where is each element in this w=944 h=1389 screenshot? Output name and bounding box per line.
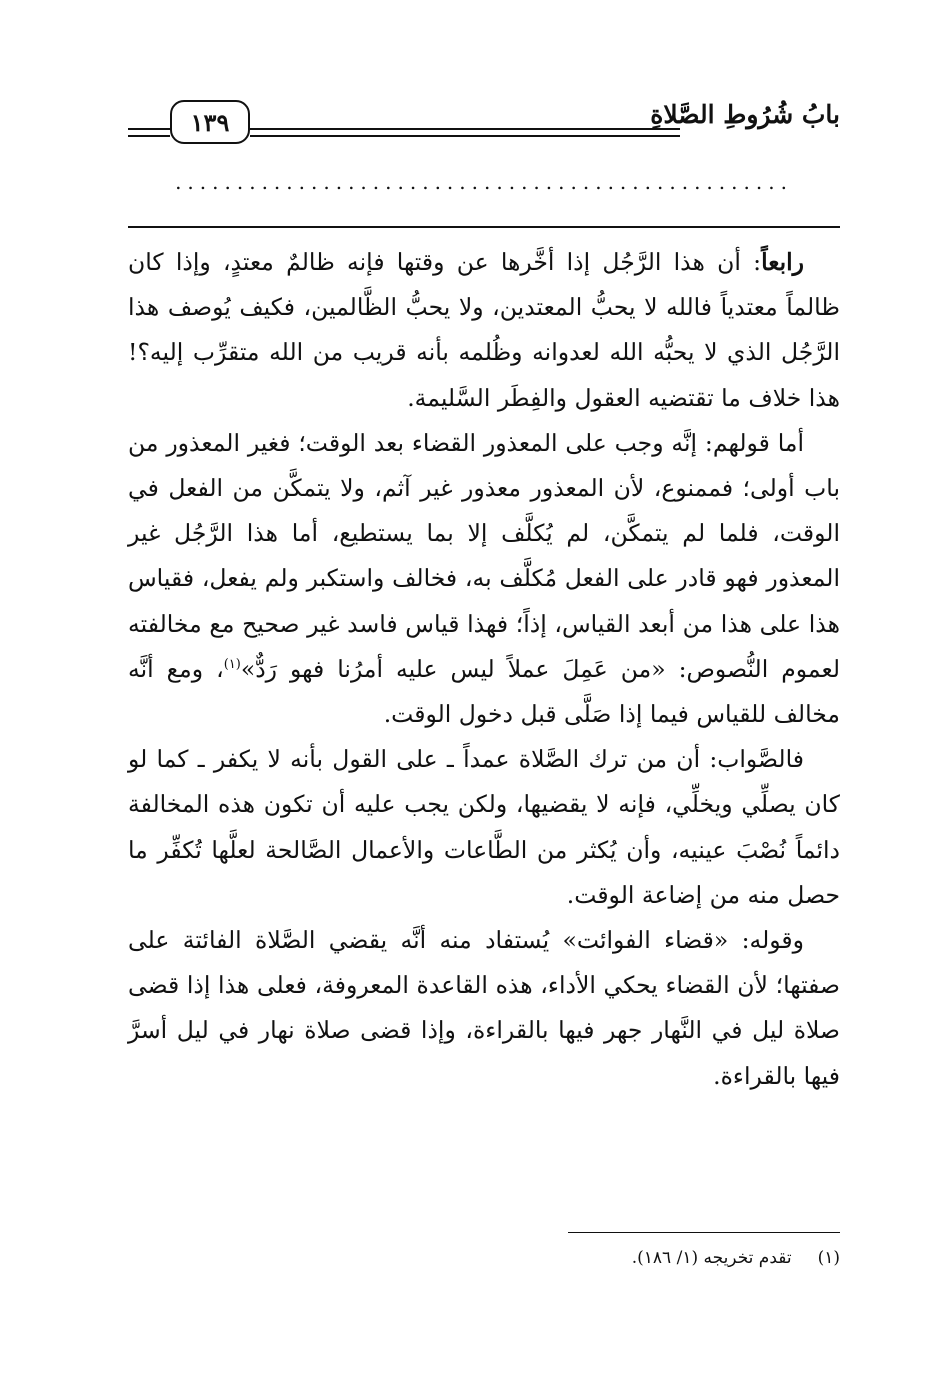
footnote-rule xyxy=(568,1232,840,1233)
paragraph-1 xyxy=(128,240,840,421)
header-rule-left-upper xyxy=(128,128,170,130)
footnote-text: تقدم تخريجه (١/ ١٨٦). xyxy=(631,1248,792,1268)
header-rule-right-lower xyxy=(250,135,680,137)
paragraph-2 xyxy=(128,421,840,737)
paragraph-text: أما قولهم: إنَّه وجب على المعذور القضاء بعد الوقت؛ فغير المعذور من باب أولى؛ فممنوع، لأن المعذور معذور غير آثم، ولا يتمكَّن من الفعل في الوقت، فلما لم يتمكَّن، لم يُكلَّف إلا بما يستطيع، أما هذا الرَّجُل غير المعذور فهو قادر على الفعل مُكلَّف به، فخالف واستكبر ولم يفعل، فقياس هذا على هذا من أبعد القياس، إذاً؛ فهذا قياس فاسد غير صحيح مع مخالفته لعموم النُّصوص: «من عَمِلَ عملاً ليس عليه أمرُنا فهو رَدٌّ» xyxy=(128,428,841,683)
main-text xyxy=(128,240,840,1099)
paragraph-tail: ، ومع أنَّه مخالف للقياس فيما إذا صَلَّى قبل دخول الوقت. xyxy=(128,654,840,729)
paragraph-text: وقوله: «قضاء الفوائت» يُستفاد منه أنَّه يقضي الصَّلاة الفائتة على صفتها؛ لأن القضاء يحكي الأداء، هذه القاعدة المعروفة، فعلى هذا إذا قضى صلاة ليل في النَّهار جهر فيها بالقراءة، وإذا قضى صلاة نهار في ليل أسرَّ فيها بالقراءة. xyxy=(128,926,840,1090)
paragraph-4 xyxy=(128,918,840,1099)
page-number: ١٣٩ xyxy=(170,100,250,144)
paragraph-lead: رابعاً xyxy=(761,248,804,276)
paragraph-3 xyxy=(128,737,840,918)
paragraph-text: : أن هذا الرَّجُل إذا أخَّرها عن وقتها فإنه ظالمٌ معتدٍ، وإذا كان ظالماً معتدياً فالله لا يحبُّ المعتدين، ولا يحبُّ الظَّالمين، فكيف يُوصف هذا الرَّجُل الذي لا يحبُّه الله لعدوانه وظُلمه بأنه قريب من الله متقرِّب إليه؟! هذا خلاف ما تقتضيه العقول والفِطَر السَّليمة. xyxy=(128,248,840,412)
footnote xyxy=(240,1244,840,1272)
footnote-number: (١) xyxy=(817,1248,840,1268)
header-rule-left-lower xyxy=(128,135,170,137)
page-header xyxy=(128,98,840,148)
paragraph-text: فالصَّواب: أن من ترك الصَّلاة عمداً ـ على القول بأنه لا يكفر ـ كما لو كان يصلِّي ويخلِّي، فإنه لا يقضيها، ولكن يجب عليه أن تكون هذه المخالفة دائماً نُصْبَ عينيه، وأن يُكثر من الطَّاعات والأعمال الصَّالحة لعلَّها تُكفِّر ما حصل منه من إضاعة الوقت. xyxy=(128,745,840,909)
header-rule-right-upper xyxy=(250,128,680,130)
dotted-separator: .................................................. xyxy=(175,170,793,194)
chapter-title: بابُ شُرُوطِ الصَّلاةِ xyxy=(650,100,840,129)
footnote-reference[interactable]: (١) xyxy=(223,657,241,672)
header-separator-rule xyxy=(128,226,840,228)
